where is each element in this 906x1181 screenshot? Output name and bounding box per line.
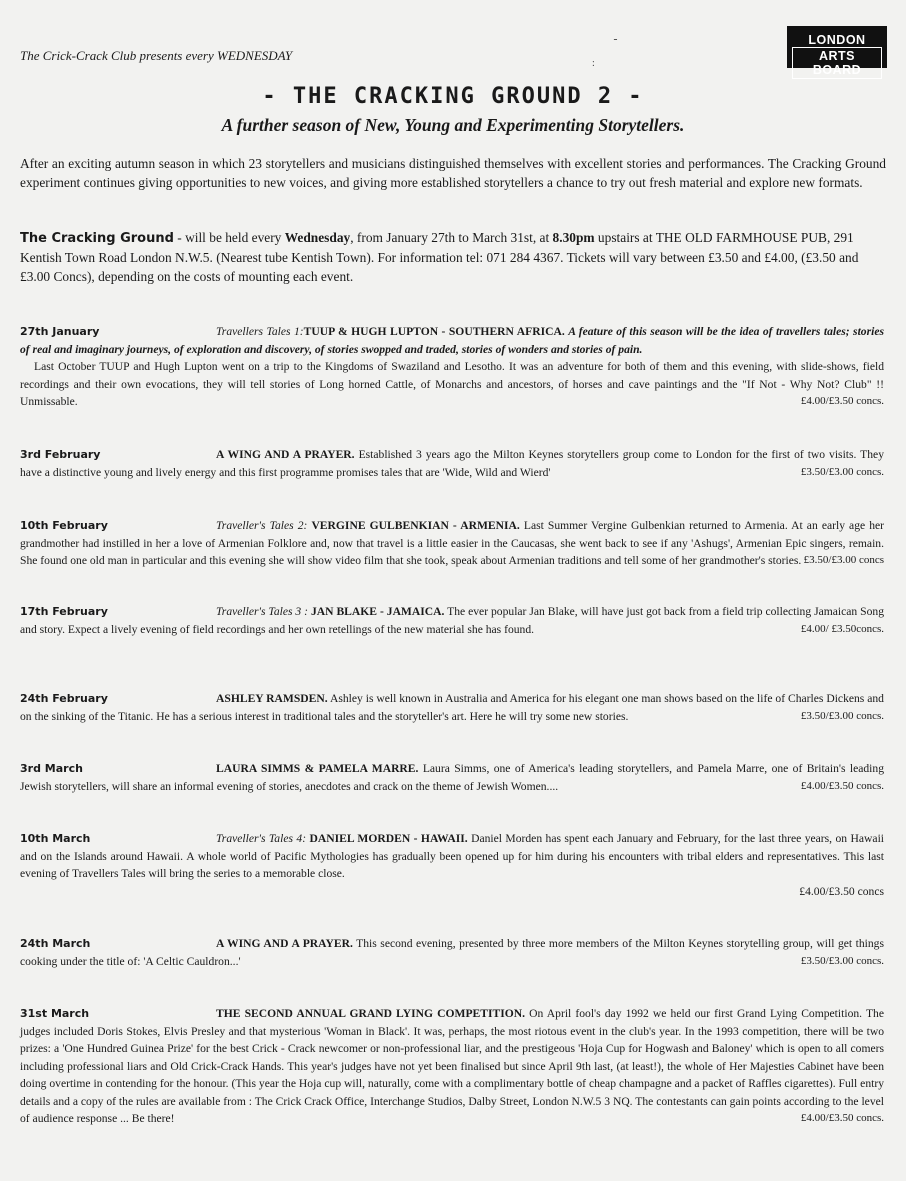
- event-price: £3.50/£3.00 concs.: [800, 465, 884, 478]
- event-date: 10th March: [20, 832, 91, 845]
- event-body: The ever popular Jan Blake, will have just got back from a field trip collecting Jamaican Song and story. Expect a lively evening of field recordings and her own retellings of the new material she has found.: [20, 605, 884, 636]
- intro-paragraph: After an exciting autumn season in which 23 storytellers and musicians distinguished themselves with excellent stories and performances. The Cracking Ground experiment continues giving opportunities to new voices, and giving more established storytellers a chance to try out fresh material and explore new formats.: [20, 156, 886, 190]
- event-series: Traveller's Tales 2:: [216, 519, 308, 532]
- event-series: Travellers Tales 1:: [216, 325, 304, 338]
- event-feature: A feature of this season will be the idea of travellers tales; stories of real and imaginary journeys, of exploration and discovery, of stories swopped and traded, stories of wonders and stories of pain.: [20, 325, 884, 356]
- event-price: £3.50/£3.00 concs.: [800, 709, 884, 722]
- event-entry: [20, 690, 884, 725]
- event-body: Last October TUUP and Hugh Lupton went on a trip to the Kingdoms of Swaziland and Lesotho. It was an adventure for both of them and this evening, with slide-shows, field recordings and their own evocations, they will tell stories of Long horned Cattle, of Monarchs and ancestors, of horses and cave paintings and the "If Not - Why Not? Club" !! Unmissable.: [20, 360, 884, 408]
- details-lead: The Cracking Ground: [20, 231, 174, 246]
- logo-line-2: ARTS BOARD: [792, 47, 882, 79]
- event-price: £4.00/£3.50 concs.: [800, 1112, 884, 1124]
- event-headline: TUUP & HUGH LUPTON - SOUTHERN AFRICA.: [303, 325, 565, 338]
- event-price: £3.50/£3.00 concs: [803, 554, 884, 566]
- details-text-1: - will be held every: [173, 230, 285, 245]
- event-body: Ashley is well known in Australia and America for his elegant one man shows based on the life of Charles Dickens and on the sinking of the Titanic. He has a serious interest in traditional tales and the storyteller's art. Here he will try some new stories.: [20, 692, 884, 723]
- event-date: 27th January: [20, 325, 100, 338]
- ink-mark: :: [592, 58, 595, 69]
- event-date: 17th February: [20, 605, 108, 618]
- event-date: 31st March: [20, 1007, 90, 1020]
- london-arts-board-logo: [787, 26, 887, 77]
- event-date: 24th March: [20, 937, 91, 950]
- event-series: Traveller's Tales 4:: [216, 832, 307, 845]
- event-entry: [20, 323, 884, 411]
- event-headline: A WING AND A PRAYER.: [216, 448, 355, 461]
- event-body: Established 3 years ago the Milton Keynes storytellers group come to London for the first of two visits. They have a distinctive young and lively energy and this first programme promises tales that are 'Wide, Wild and Wierd': [20, 448, 884, 479]
- event-body: On April fool's day 1992 we held our first Grand Lying Competition. The judges included Doris Stokes, Elvis Presley and that mysterious 'Woman in Black'. It was, perhaps, the most riotous event in the club's year. In the 1993 competition, there will be two prizes: a 'One Hundred Guinea Prize' for the best Crick - Crack newcomer or non-professional liar, and the prestigeous 'Hoja Cup for Hogwash and Baloney' which is open to all comers including professional liars and Old Crick-Crack Hands. This year's judges have not yet been finalised but since April 9th last, (at least!), the whole of Her Majesties Cabinet have been doing overtime in contending for the honour. (This year the Hoja cup will, naturally, come with a complimentary bottle of cheap champagne and a packet of Raffles cigarettes). Full entry details and a copy of the rules are available from : The Crick Crack Office, Interchange Studios, Dalby Street, London N.W.5 3 NQ. The contestants can gain points according to the level of audience response ... Be there!: [20, 1007, 884, 1125]
- logo-line-1: LONDON: [808, 33, 866, 47]
- event-headline: THE SECOND ANNUAL GRAND LYING COMPETITION.: [216, 1007, 526, 1020]
- details-day: Wednesday: [284, 230, 351, 245]
- event-entry: [20, 760, 884, 795]
- event-price: £4.00/£3.50 concs.: [800, 779, 884, 792]
- event-entry: [20, 830, 884, 900]
- event-headline: LAURA SIMMS & PAMELA MARRE.: [216, 762, 419, 775]
- event-series: Traveller's Tales 3 :: [216, 605, 309, 618]
- event-date: 3rd March: [20, 762, 83, 775]
- ink-mark: ـ: [614, 32, 617, 43]
- event-headline: JAN BLAKE - JAMAICA.: [310, 605, 445, 618]
- event-entry: [20, 1005, 884, 1128]
- event-entry: [20, 517, 884, 570]
- venue-details: [20, 228, 886, 286]
- event-price: £4.00/£3.50 concs.: [800, 395, 884, 407]
- event-body: This second evening, presented by three more members of the Milton Keynes storytelling group, will get things cooking under the title of: 'A Celtic Cauldron...': [20, 937, 884, 968]
- event-body: Daniel Morden has spent each January and February, for the last three years, on Hawaii and on the Islands around Hawaii. A whole world of Pacific Mythologies has gradually been opened up for him during his encounters with tribal elders and representatives. This last evening of Travellers Tales will bring the series to a memorable close.: [20, 832, 885, 880]
- details-time: 8.30pm: [552, 230, 595, 245]
- event-entry: [20, 603, 884, 638]
- event-price: £3.50/£3.00 concs.: [800, 954, 884, 967]
- event-date: 24th February: [20, 692, 108, 705]
- page-title: - THE CRACKING GROUND 2 -: [262, 84, 644, 109]
- event-headline: A WING AND A PRAYER.: [216, 937, 353, 950]
- event-date: 10th February: [20, 519, 108, 532]
- page-subtitle: A further season of New, Young and Experimenting Storytellers.: [221, 115, 685, 135]
- event-headline: DANIEL MORDEN - HAWAII.: [309, 832, 468, 845]
- event-date: 3rd February: [20, 448, 101, 461]
- event-entry: [20, 446, 884, 481]
- event-entry: [20, 935, 884, 970]
- event-body: Laura Simms, one of America's leading storytellers, and Pamela Marre, one of Britain's leading Jewish storytellers, will share an informal evening of stories, anecdotes and crack on the theme of Jewish Women....: [20, 762, 884, 793]
- presents-line: The Crick-Crack Club presents every WEDNESDAY: [20, 48, 293, 63]
- event-headline: VERGINE GULBENKIAN - ARMENIA.: [311, 519, 520, 532]
- details-text-3: upstairs at THE OLD FARMHOUSE PUB, 291 Kentish Town Road London N.W.5. (Nearest tube Kentish Town). For information tel: 071 284 4367. Tickets will vary between £3.50 and £4.00, (£3.50 and £3.00 Concs), depending on the costs of mounting each event.: [20, 230, 859, 284]
- event-headline: ASHLEY RAMSDEN.: [216, 692, 328, 705]
- event-body: Last Summer Vergine Gulbenkian returned to Armenia. At an early age her grandmother had instilled in her a love of Armenian Folklore and, now that travel is a little easier in the Caucasas, she went back to see if any 'Ashugs', Armenian Epic singers, remain. She found one old man in particular and this evening she will show video film that she took, speak about Armenian traditions and tell some of her grandmother's stories.: [20, 519, 885, 567]
- event-price: £4.00/ £3.50concs.: [800, 622, 884, 635]
- event-price: £4.00/£3.50 concs: [799, 884, 884, 898]
- details-text-2: , from January 27th to March 31st, at: [350, 230, 553, 245]
